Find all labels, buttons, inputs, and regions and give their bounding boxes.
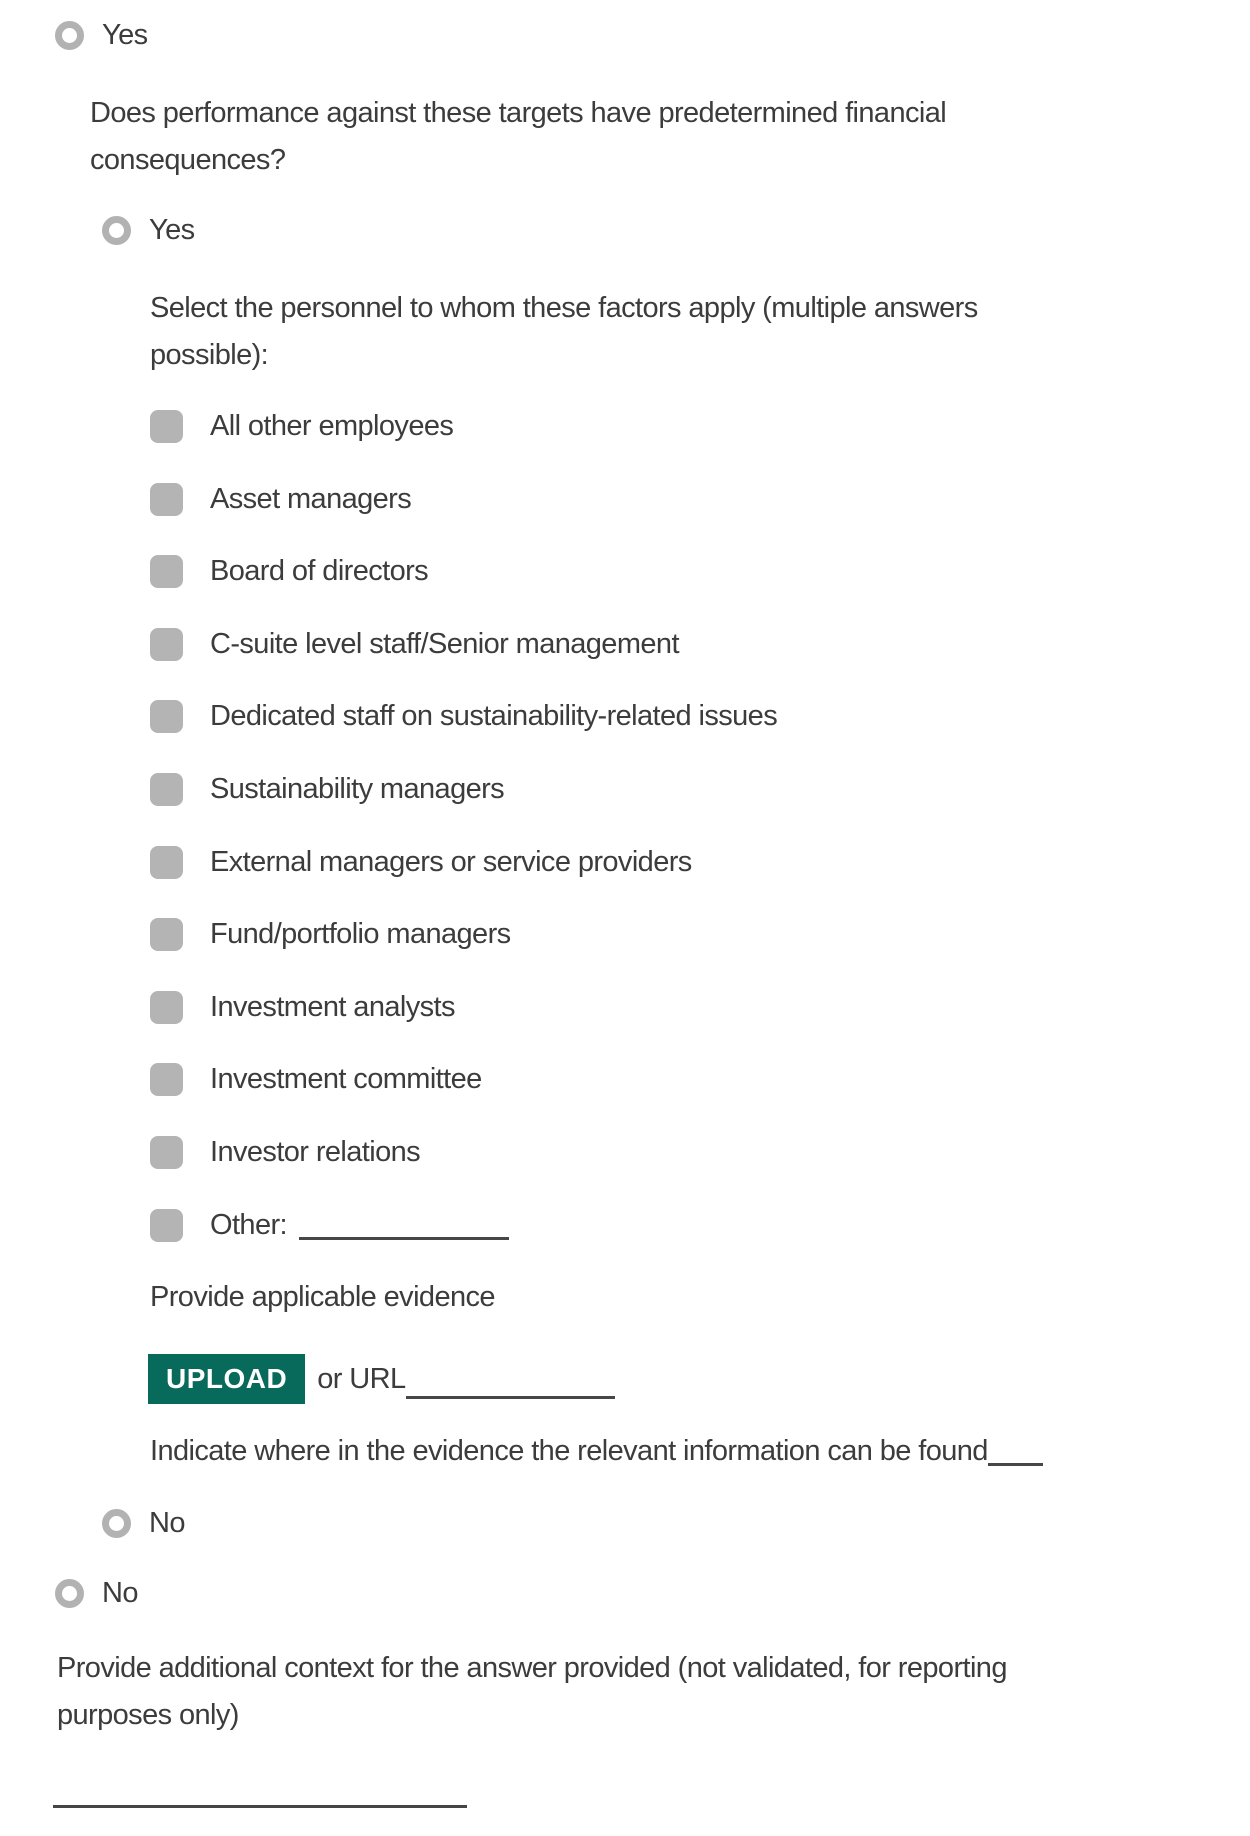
checkbox-label: Asset managers (210, 482, 412, 515)
checkbox-row-external-managers (150, 842, 692, 882)
personnel-prompt (150, 285, 978, 379)
evidence-location-input-line[interactable] (988, 1463, 1043, 1466)
checkbox-row-board-of-directors (150, 551, 428, 591)
outer-no-option-row (55, 1573, 138, 1613)
checkbox-fund-portfolio-managers[interactable] (150, 918, 183, 951)
evidence-upload-row (148, 1354, 615, 1404)
additional-context-input-line[interactable] (53, 1805, 467, 1808)
checkbox-investment-analysts[interactable] (150, 991, 183, 1024)
radio-label-yes-outer: Yes (102, 18, 148, 51)
checkbox-label-other: Other: (210, 1208, 287, 1241)
checkbox-row-c-suite (150, 624, 679, 664)
or-url-label: or URL (317, 1362, 406, 1395)
radio-button-no-inner[interactable] (102, 1509, 131, 1538)
checkbox-asset-managers[interactable] (150, 483, 183, 516)
checkbox-row-dedicated-staff (150, 696, 777, 736)
additional-context-line2: purposes only) (57, 1699, 239, 1731)
checkbox-all-other-employees[interactable] (150, 410, 183, 443)
checkbox-label: Investment analysts (210, 990, 455, 1023)
evidence-location-row (150, 1431, 1043, 1471)
checkbox-external-managers[interactable] (150, 846, 183, 879)
radio-button-yes-outer[interactable] (55, 21, 84, 50)
radio-label-no-outer: No (102, 1576, 138, 1609)
upload-button[interactable]: UPLOAD (148, 1354, 305, 1404)
question-text (90, 90, 946, 184)
checkbox-investment-committee[interactable] (150, 1063, 183, 1096)
question-text-line2: consequences? (90, 144, 286, 176)
checkbox-label: Board of directors (210, 554, 429, 587)
checkbox-board-of-directors[interactable] (150, 555, 183, 588)
checkbox-row-fund-portfolio-managers (150, 914, 511, 954)
checkbox-row-asset-managers (150, 479, 411, 519)
radio-button-no-outer[interactable] (55, 1579, 84, 1608)
checkbox-other[interactable] (150, 1209, 183, 1242)
additional-context-line1: Provide additional context for the answer provided (not validated, for reporting (57, 1652, 1007, 1684)
evidence-prompt-row (150, 1277, 495, 1317)
radio-label-yes-inner: Yes (149, 213, 195, 246)
inner-yes-option-row (102, 210, 195, 250)
checkbox-label: Fund/portfolio managers (210, 917, 511, 950)
radio-button-yes-inner[interactable] (102, 216, 131, 245)
checkbox-row-investor-relations (150, 1132, 420, 1172)
checkbox-row-other (150, 1205, 509, 1245)
evidence-prompt-text: Provide applicable evidence (150, 1280, 495, 1313)
checkbox-label: Investment committee (210, 1062, 482, 1095)
checkbox-label: External managers or service providers (210, 845, 692, 878)
radio-label-no-inner: No (149, 1506, 185, 1539)
checkbox-label: Dedicated staff on sustainability-related issues (210, 699, 778, 732)
inner-no-option-row (102, 1503, 185, 1543)
other-text-input-line[interactable] (299, 1237, 509, 1240)
checkbox-label: Sustainability managers (210, 772, 505, 805)
outer-yes-option-row (55, 15, 148, 55)
checkbox-investor-relations[interactable] (150, 1136, 183, 1169)
checkbox-label: Investor relations (210, 1135, 421, 1168)
question-text-line1: Does performance against these targets have predetermined financial (90, 97, 947, 129)
checkbox-row-investment-committee (150, 1059, 482, 1099)
additional-context-prompt (57, 1645, 1007, 1739)
checkbox-label: All other employees (210, 409, 454, 442)
personnel-prompt-line1: Select the personnel to whom these factors apply (multiple answers (150, 292, 978, 324)
evidence-location-text: Indicate where in the evidence the relevant information can be found (150, 1434, 988, 1467)
checkbox-row-investment-analysts (150, 987, 455, 1027)
url-input-line[interactable] (406, 1396, 615, 1399)
checkbox-row-all-other-employees (150, 406, 453, 446)
checkbox-c-suite[interactable] (150, 628, 183, 661)
checkbox-dedicated-staff[interactable] (150, 700, 183, 733)
personnel-prompt-line2: possible): (150, 339, 269, 371)
checkbox-sustainability-managers[interactable] (150, 773, 183, 806)
checkbox-label: C-suite level staff/Senior management (210, 627, 679, 660)
checkbox-row-sustainability-managers (150, 769, 504, 809)
